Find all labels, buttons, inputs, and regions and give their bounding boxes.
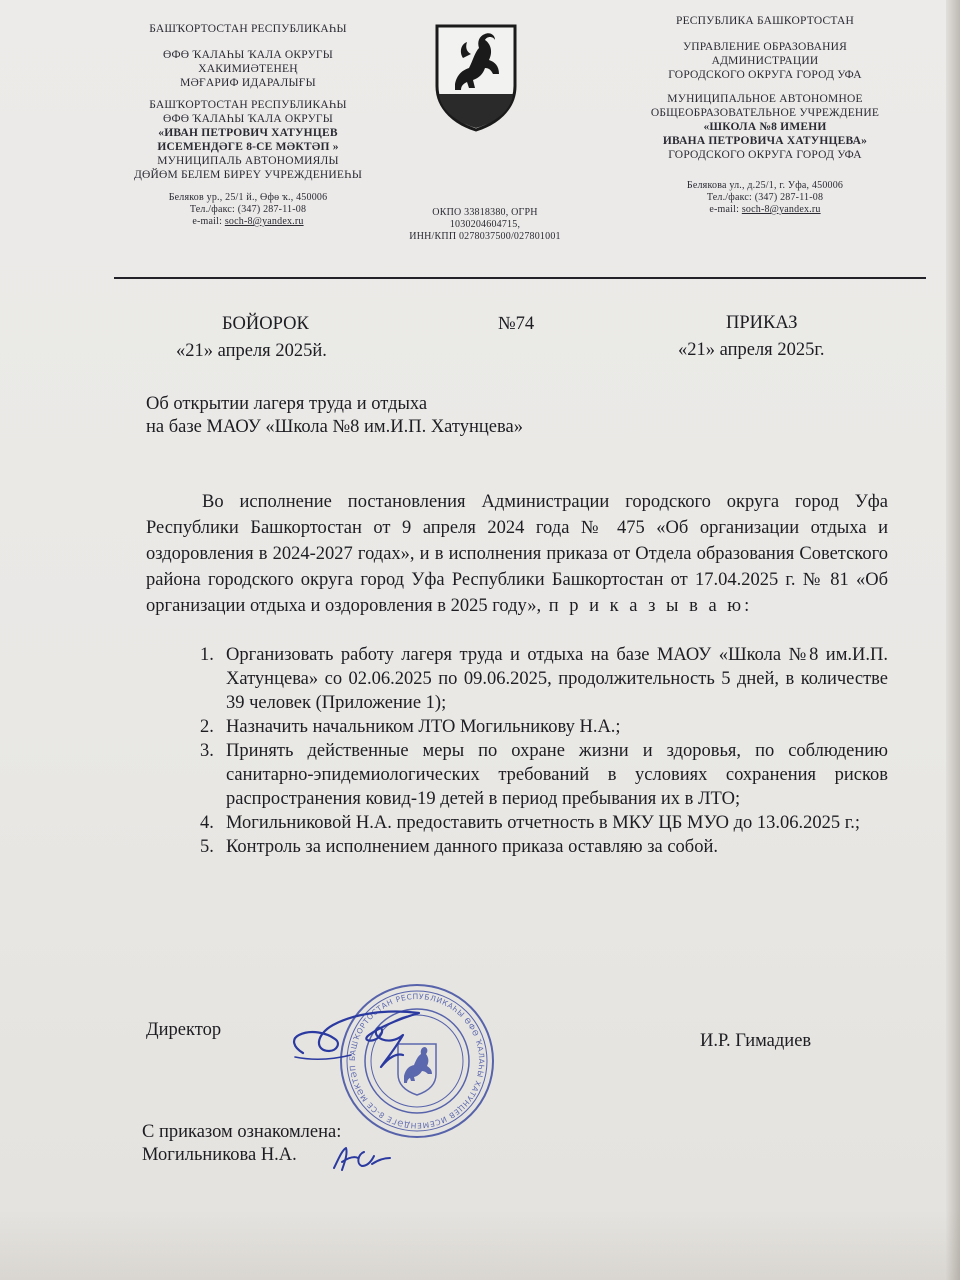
order-items-list: [200, 643, 888, 859]
right-header-line: ГОРОДСКОГО ОКРУГА ГОРОД УФА: [668, 69, 862, 81]
right-header-line: АДМИНИСТРАЦИИ: [711, 55, 819, 67]
right-header-line: ОБЩЕОБРАЗОВАТЕЛЬНОЕ УЧРЕЖДЕНИЕ: [650, 107, 880, 119]
middle-header: [385, 207, 585, 243]
left-header-line: МУНИЦИПАЛЬ АВТОНОМИЯЛЫ: [157, 155, 339, 167]
order-item-text: Могильниковой Н.А. предоставить отчетность в МКУ ЦБ МУО до 13.06.2025 г.;: [226, 813, 861, 833]
order-item: [200, 715, 888, 739]
ogrn-line: 1030204604715,: [449, 219, 521, 230]
preamble-text: Во исполнение постановления Администрации городского округа город Уфа Республики Башкортостан от 9 апреля 2024 года № 475 «Об организации отдыха и оздоровления в 2024-2027 годах», и в исполнения приказа от Отдела образования Советского района городского округа город Уфа Республики Башкортостан от 17.04.2025 г. № 81 «Об организации отдыха и оздоровления в 2025 году»,: [146, 492, 888, 616]
employee-signature-icon: [328, 1138, 396, 1178]
page-edge: [946, 0, 960, 1280]
order-item-number: 4.: [200, 813, 214, 833]
order-subject-line: Об открытии лагеря труда и отдыха: [146, 394, 428, 414]
left-header-line: БАШҠОРТОСТАН РЕСПУБЛИКАҺЫ: [149, 99, 347, 111]
signatory-name: И.Р. Гимадиев: [700, 1031, 812, 1051]
left-header-line: ӨФӨ ҠАЛАҺЫ ҠАЛА ОКРУГЫ: [162, 49, 334, 61]
order-subject-line: на базе МАОУ «Школа №8 им.И.П. Хатунцева»: [146, 417, 523, 437]
right-header: [630, 14, 900, 216]
left-header-line: ДӨЙӨМ БЕЛЕМ БИРЕҮ УЧРЕЖДЕНИЕҺЫ: [133, 169, 363, 181]
order-item-number: 2.: [200, 717, 214, 737]
signatory-role: Директор: [146, 1020, 222, 1040]
order-item-text: Принять действенные меры по охране жизни и здоровья, по соблюдению санитарно-эпидемиологических требований в условиях сохранения рисков распространения ковид-19 детей в период пребывания их в ЛТО;: [226, 741, 888, 809]
order-item: [200, 739, 888, 811]
left-header-line: ӨФӨ ҠАЛАҺЫ ҠАЛА ОКРУГЫ: [162, 113, 334, 125]
order-item: [200, 643, 888, 715]
acknowledgement-name: Могильникова Н.А.: [142, 1145, 297, 1165]
left-header: [128, 22, 368, 228]
inn-line: ИНН/КПП 0278037500/027801001: [409, 231, 561, 242]
order-date-russian: «21» апреля 2025г.: [678, 340, 825, 360]
left-header-line: МӘҒАРИФ ИДАРАЛЫҒЫ: [180, 77, 316, 89]
left-header-phone: Тел./факс: (347) 287-11-08: [189, 204, 307, 215]
header-divider: [114, 277, 926, 279]
order-preamble: [146, 489, 888, 619]
page-shadow: [0, 1210, 960, 1280]
preamble-command: п р и к а з ы в а ю:: [541, 596, 753, 616]
order-item-text: Организовать работу лагеря труда и отдыха на базе МАОУ «Школа №8 им.И.П. Хатунцева» со 02.06.2025 по 09.06.2025, продолжительность 5 дней, в количестве 39 человек (Приложение 1);: [226, 645, 888, 713]
order-title-bashkir: БОЙОРОК: [222, 314, 309, 334]
right-header-line: РЕСПУБЛИКА БАШКОРТОСТАН: [675, 15, 855, 27]
ufa-coat-of-arms-icon: [433, 22, 519, 132]
okpo-line: ОКПО 33818380, ОГРН: [432, 207, 538, 218]
left-header-email-label: e-mail:: [192, 216, 225, 227]
order-item-text: Назначить начальником ЛТО Могильникову Н.А.;: [226, 717, 621, 737]
order-item-number: 5.: [200, 837, 214, 857]
right-header-email-label: e-mail:: [709, 204, 742, 215]
right-header-email[interactable]: soch-8@yandex.ru: [741, 204, 821, 215]
acknowledgement-label: С приказом ознакомлена:: [142, 1122, 342, 1142]
right-header-school-name: ИВАНА ПЕТРОВИЧА ХАТУНЦЕВА»: [662, 135, 868, 147]
left-header-line: БАШҠОРТОСТАН РЕСПУБЛИКАҺЫ: [149, 23, 347, 35]
left-header-line: ХАКИМИӘТЕНЕҢ: [198, 63, 298, 75]
right-header-address: Белякова ул., д.25/1, г. Уфа, 450006: [686, 180, 844, 191]
order-item-text: Контроль за исполнением данного приказа оставляю за собой.: [226, 837, 718, 857]
order-item: [200, 835, 888, 859]
right-header-line: МУНИЦИПАЛЬНОЕ АВТОНОМНОЕ: [667, 93, 863, 105]
left-header-email[interactable]: soch-8@yandex.ru: [224, 216, 304, 227]
left-header-school-name: «ИВАН ПЕТРОВИЧ ХАТУНЦЕВ: [158, 127, 338, 139]
order-item-number: 1.: [200, 645, 214, 665]
right-header-line: ГОРОДСКОГО ОКРУГА ГОРОД УФА: [668, 149, 862, 161]
order-item-number: 3.: [200, 741, 214, 761]
order-number: №74: [498, 314, 535, 334]
left-header-school-name: ИСЕМЕНДӘГЕ 8-СЕ МӘКТӘП »: [157, 141, 339, 153]
right-header-school-name: «ШКОЛА №8 ИМЕНИ: [703, 121, 827, 133]
order-title-russian: ПРИКАЗ: [726, 313, 798, 333]
right-header-phone: Тел./факс: (347) 287-11-08: [706, 192, 824, 203]
order-date-bashkir: «21» апреля 2025й.: [176, 341, 327, 361]
left-header-address: Беляков ур., 25/1 й., Өфө ҡ., 450006: [168, 192, 328, 203]
director-signature-icon: [285, 995, 445, 1080]
stamp-ring-text: БАШҠОРТОСТАН РЕСПУБЛИКАҺЫ ӨФӨ ҠАЛАҺЫ ХАТУНЦЕВ ИСЕМЕНДӘГЕ 8-СЕ МӘКТӘП: [347, 991, 487, 1131]
right-header-line: УПРАВЛЕНИЕ ОБРАЗОВАНИЯ: [682, 41, 848, 53]
order-item: [200, 811, 888, 835]
